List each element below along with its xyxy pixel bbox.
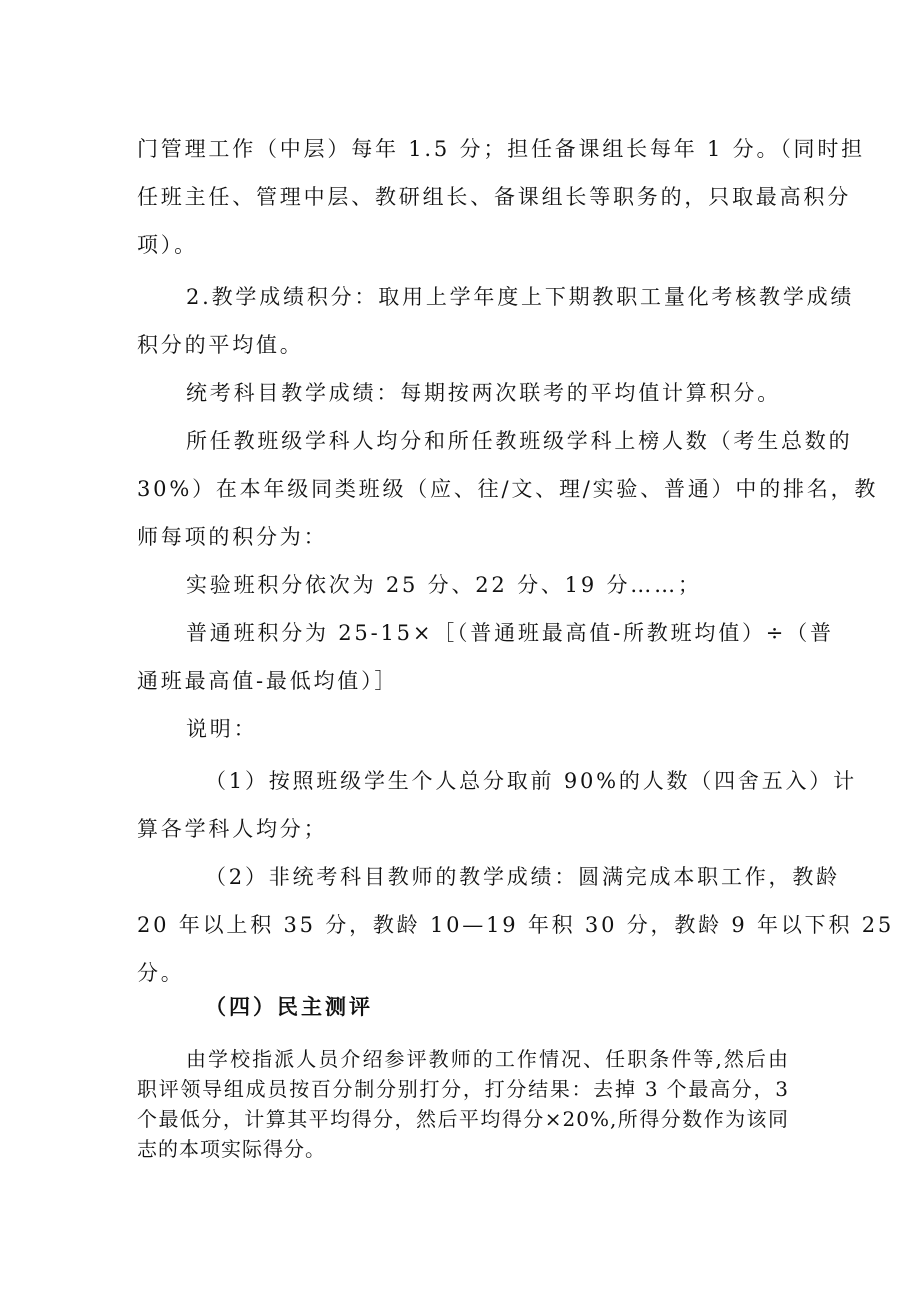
text-line: （1）按照班级学生个人总分取前 90%的人数（四舍五入）计 <box>205 769 857 793</box>
text-line: 2.教学成绩积分：取用上学年度上下期教职工量化考核教学成绩 <box>186 285 855 309</box>
text-line: 算各学科人均分； <box>137 817 328 841</box>
text-line: （2）非统考科目教师的教学成绩：圆满完成本职工作，教龄 <box>205 865 840 889</box>
text-line: 20 年以上积 35 分，教龄 10—19 年积 30 分，教龄 9 年以下积 25 <box>137 913 895 937</box>
text-line: 门管理工作（中层）每年 1.5 分；担任备课组长每年 1 分。（同时担 <box>137 137 865 161</box>
text-line: 职评领导组成员按百分制分别打分，打分结果：去掉 3 个最高分，3 <box>137 1077 789 1101</box>
text-line: 统考科目教学成绩：每期按两次联考的平均值计算积分。 <box>186 381 781 405</box>
text-line: 志的本项实际得分。 <box>137 1137 326 1161</box>
text-line: 由学校指派人员介绍参评教师的工作情况、任职条件等,然后由 <box>186 1047 789 1071</box>
text-line: 30%）在本年级同类班级（应、往/文、理/实验、普通）中的排名，教 <box>137 477 879 501</box>
text-line: 项）。 <box>137 233 198 257</box>
section-heading: （四）民主测评 <box>205 994 373 1019</box>
text-line: 师每项的积分为： <box>137 525 328 549</box>
text-line: 说明： <box>186 717 258 741</box>
text-line: 所任教班级学科人均分和所任教班级学科上榜人数（考生总数的 <box>186 429 853 453</box>
text-line: 积分的平均值。 <box>137 333 304 357</box>
text-line: 实验班积分依次为 25 分、22 分、19 分……； <box>186 573 702 597</box>
text-line: 普通班积分为 25-15×［（普通班最高值-所教班均值）÷（普 <box>186 621 834 645</box>
text-line: 任班主任、管理中层、教研组长、备课组长等职务的，只取最高积分 <box>137 185 851 209</box>
text-line: 分。 <box>137 961 185 985</box>
text-line: 个最低分，计算其平均得分，然后平均得分×20%,所得分数作为该同 <box>137 1107 789 1131</box>
text-line: 通班最高值-最低均值）］ <box>137 669 399 693</box>
